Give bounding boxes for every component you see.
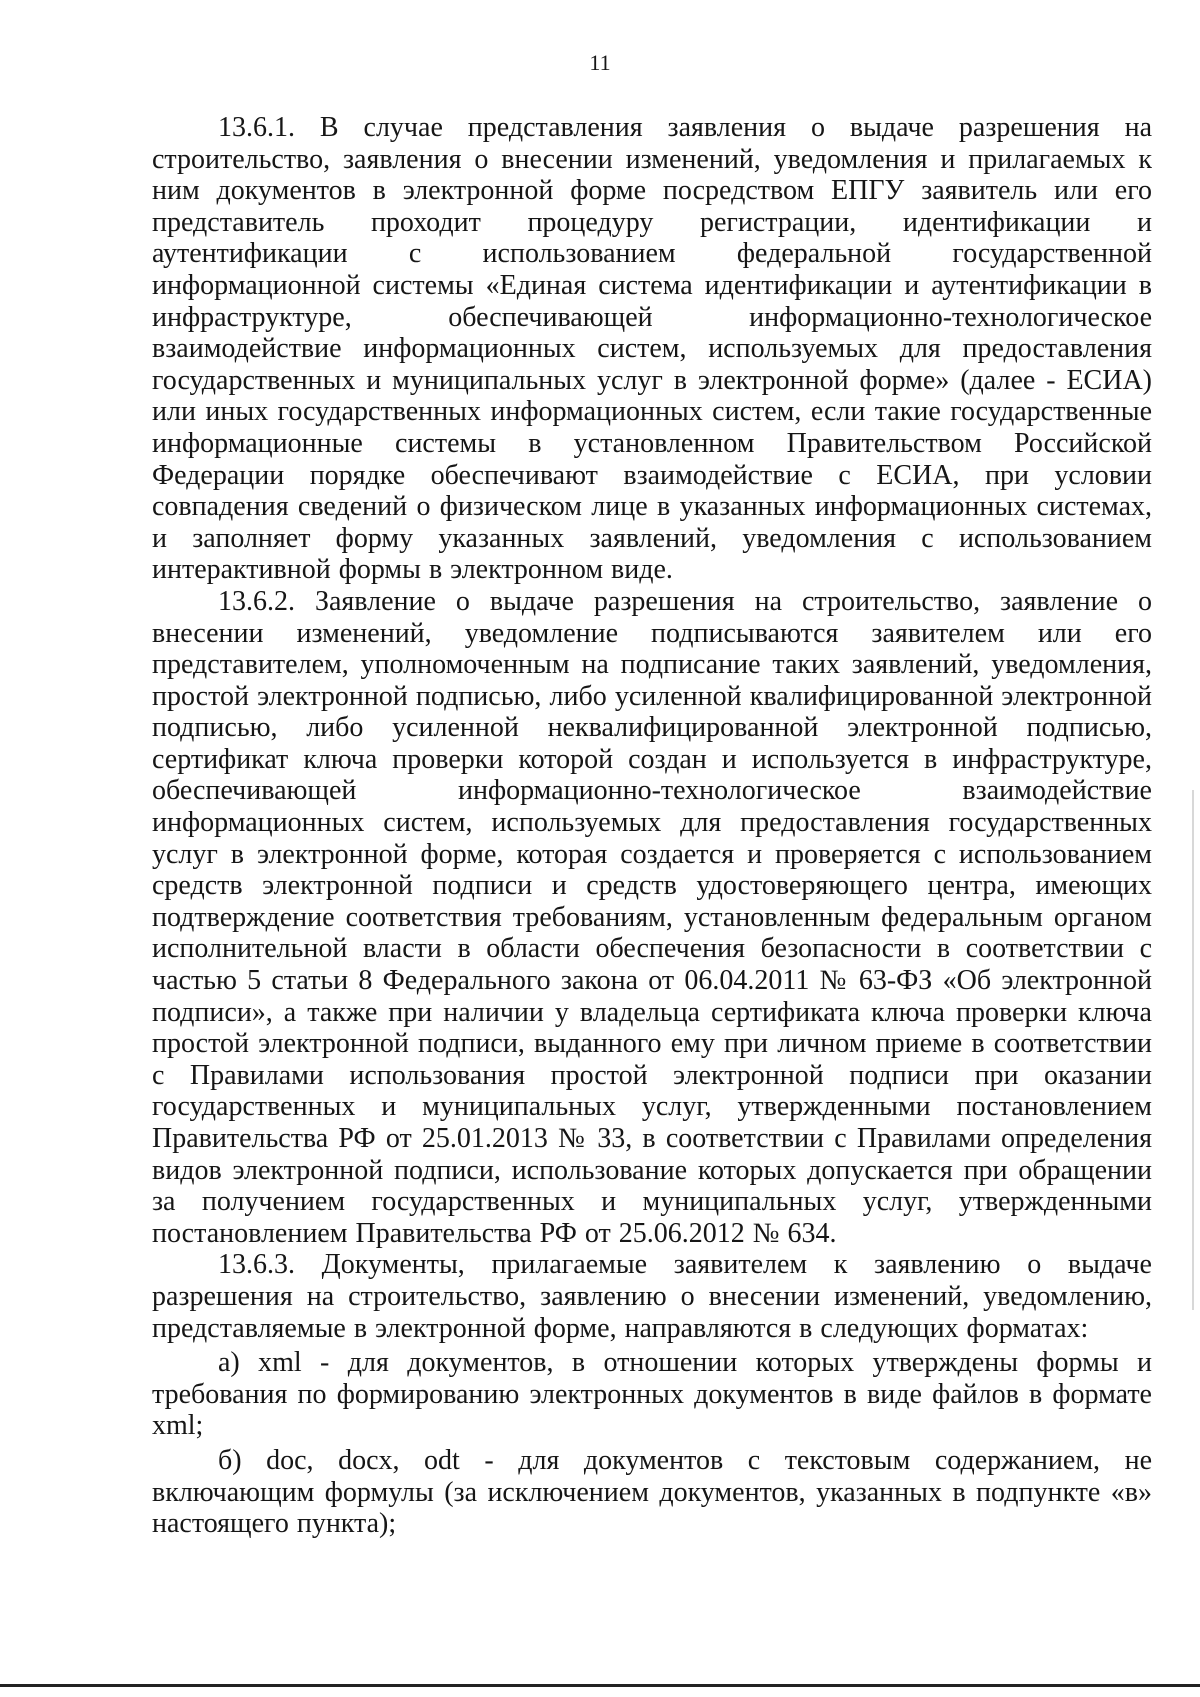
list-item-b: б) doc, docx, odt - для документов с текстовым содержанием, не включающим формулы (за исключением документов, указанных в подпункте «в» настоящего пункта); [152,1444,1152,1540]
paragraph-13-6-3: 13.6.3. Документы, прилагаемые заявителем к заявлению о выдаче разрешения на строительство, заявлению о внесении изменений, уведомлению, представляемые в электронной форме, направляются в следующих форматах: [152,1249,1152,1344]
paragraph-13-6-2: 13.6.2. Заявление о выдаче разрешения на строительство, заявление о внесении изменений, уведомление подписываются заявителем или его представителем, уполномоченным на подписание таких заявлений, уведомления, простой электронной подписью, либо усиленной квалифицированной электронной подписью, либо усиленной неквалифицированной электронной подписью, сертификат ключа проверки которой создан и используется в инфраструктуре, обеспечивающей информационно-технологическое взаимодействие информационных систем, используемых для предоставления государственных услуг в электронной форме, которая создается и проверяется с использованием средств электронной подписи и средств удостоверяющего центра, имеющих подтверждение соответствия требованиям, установленным федеральным органом исполнительной власти в области обеспечения безопасности в соответствии с частью 5 статьи 8 Федерального закона от 06.04.2011 № 63-ФЗ «Об электронной подписи», а также при наличии у владельца сертификата ключа проверки ключа простой электронной подписи, выданного ему при личном приеме в соответствии с Правилами использования простой электронной подписи при оказании государственных и муниципальных услуг, утвержденными постановлением Правительства РФ от 25.01.2013 № 33, в соответствии с Правилами определения видов электронной подписи, использование которых допускается при обращении за получением государственных и муниципальных услуг, утвержденными постановлением Правительства РФ от 25.06.2012 № 634. [152,585,1152,1249]
document-body [152,112,1152,1540]
scan-edge-mark [1192,790,1194,1310]
scan-bottom-edge [0,1684,1200,1687]
list-item-a: а) xml - для документов, в отношении которых утверждены формы и требования по формированию электронных документов в виде файлов в формате xml; [152,1347,1152,1442]
paragraph-13-6-1: 13.6.1. В случае представления заявления о выдаче разрешения на строительство, заявления о внесении изменений, уведомления и прилагаемых к ним документов в электронной форме посредством ЕПГУ заявитель или его представитель проходит процедуру регистрации, идентификации и аутентификации с использованием федеральной государственной информационной системы «Единая система идентификации и аутентификации в инфраструктуре, обеспечивающей информационно-технологическое взаимодействие информационных систем, используемых для предоставления государственных и муниципальных услуг в электронной форме» (далее - ЕСИА) или иных государственных информационных систем, если такие государственные информационные системы в установленном Правительством Российской Федерации порядке обеспечивают взаимодействие с ЕСИА, при условии совпадения сведений о физическом лице в указанных информационных системах, и заполняет форму указанных заявлений, уведомления с использованием интерактивной формы в электронном виде. [152,112,1152,586]
page-number: 11 [589,50,611,75]
